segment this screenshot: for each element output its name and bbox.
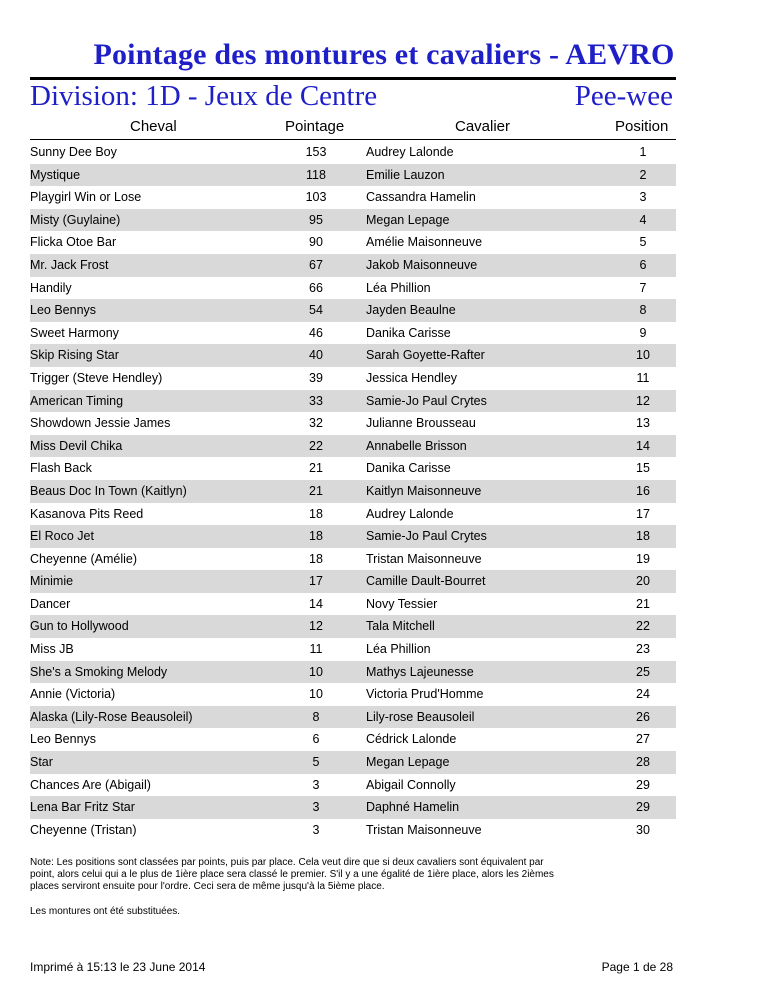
table-row xyxy=(30,751,676,774)
cell-horse: Misty (Guylaine) xyxy=(30,212,121,227)
cell-score: 10 xyxy=(309,687,323,702)
level-label: Pee-wee xyxy=(574,80,673,112)
cell-rider: Léa Phillion xyxy=(366,280,431,295)
cell-position: 4 xyxy=(639,212,647,227)
cell-rider: Audrey Lalonde xyxy=(366,145,454,159)
cell-score: 103 xyxy=(305,190,327,205)
cell-horse: Sweet Harmony xyxy=(30,325,119,340)
cell-horse: Chances Are (Abigail) xyxy=(30,777,151,792)
cell-rider: Abigail Connolly xyxy=(366,777,456,792)
cell-rider: Tala Mitchell xyxy=(366,619,435,634)
cell-position: 7 xyxy=(639,280,647,295)
cell-rider: Victoria Prud'Homme xyxy=(366,687,484,702)
cell-position: 29 xyxy=(636,777,650,792)
cell-position: 20 xyxy=(636,574,650,589)
cell-score: 10 xyxy=(309,664,323,679)
table-row xyxy=(30,412,676,435)
cell-score: 5 xyxy=(312,755,320,770)
table-row xyxy=(30,661,676,684)
cell-position: 28 xyxy=(636,755,650,770)
cell-position: 21 xyxy=(636,596,650,611)
cell-position: 26 xyxy=(636,709,650,724)
cell-rider: Tristan Maisonneuve xyxy=(366,551,482,566)
cell-score: 32 xyxy=(309,416,323,431)
standings-table xyxy=(30,116,676,837)
cell-rider: Samie-Jo Paul Crytes xyxy=(366,529,487,544)
cell-position: 13 xyxy=(636,416,650,431)
cell-horse: American Timing xyxy=(30,393,124,408)
cell-rider: Annabelle Brisson xyxy=(366,438,467,453)
cell-position: 25 xyxy=(636,664,650,679)
page-number: Page 1 de 28 xyxy=(601,960,673,974)
cell-position: 10 xyxy=(636,348,650,363)
cell-score: 12 xyxy=(309,619,323,634)
cell-score: 8 xyxy=(312,709,320,724)
cell-rider: Cédrick Lalonde xyxy=(366,732,457,747)
cell-score: 18 xyxy=(309,529,323,544)
table-row xyxy=(30,525,676,548)
cell-horse: Showdown Jessie James xyxy=(30,416,171,431)
cell-horse: Flicka Otoe Bar xyxy=(30,235,117,250)
cell-rider: Léa Phillion xyxy=(366,642,431,657)
table-row xyxy=(30,231,676,254)
cell-horse: She's a Smoking Melody xyxy=(30,664,168,679)
cell-score: 22 xyxy=(309,438,323,453)
cell-position: 19 xyxy=(636,551,650,566)
cell-rider: Novy Tessier xyxy=(366,596,438,611)
ranking-note: Note: Les positions sont classées par points, puis par place. Cela veut dire que si deux cavaliers sont équivalent par point, alors celui qui a le plus de 1ière place sera classé le premier. S'il y a une égalité de 1ière place, alors les 2ièmes places serviront ensuite pour l'ordre. Ceci sera de même jusqu'à la 5ième place. xyxy=(30,857,554,892)
cell-horse: Miss Devil Chika xyxy=(30,438,123,453)
cell-horse: Beaus Doc In Town (Kaitlyn) xyxy=(30,483,187,498)
cell-horse: El Roco Jet xyxy=(30,529,94,544)
table-row xyxy=(30,480,676,503)
cell-position: 18 xyxy=(636,529,650,544)
cell-rider: Samie-Jo Paul Crytes xyxy=(366,393,487,408)
cell-rider: Danika Carisse xyxy=(366,325,451,340)
cell-horse: Cheyenne (Amélie) xyxy=(30,551,137,566)
table-row xyxy=(30,209,676,232)
cell-position: 9 xyxy=(639,325,647,340)
cell-rider: Jakob Maisonneuve xyxy=(366,257,478,272)
cell-horse: Leo Bennys xyxy=(30,303,97,318)
table-row xyxy=(30,344,676,367)
cell-position: 11 xyxy=(636,370,650,385)
printed-timestamp: Imprimé à 15:13 le 23 June 2014 xyxy=(30,960,206,974)
cell-position: 15 xyxy=(636,461,650,476)
cell-score: 33 xyxy=(309,393,323,408)
cell-horse: Lena Bar Fritz Star xyxy=(30,800,135,815)
table-row xyxy=(30,774,676,797)
table-body xyxy=(30,141,676,841)
cell-score: 39 xyxy=(309,370,323,385)
column-header-rider: Cavalier xyxy=(455,118,511,135)
cell-horse: Leo Bennys xyxy=(30,732,97,747)
division-label: Division: 1D - Jeux de Centre xyxy=(30,80,378,112)
cell-score: 11 xyxy=(309,642,323,657)
table-row xyxy=(30,435,676,458)
cell-rider: Audrey Lalonde xyxy=(366,506,454,521)
cell-horse: Flash Back xyxy=(30,461,92,476)
cell-position: 30 xyxy=(636,822,650,837)
cell-rider: Mathys Lajeunesse xyxy=(366,664,474,679)
cell-rider: Danika Carisse xyxy=(366,461,451,476)
cell-position: 12 xyxy=(636,393,650,408)
cell-rider: Camille Dault-Bourret xyxy=(366,574,486,589)
cell-rider: Amélie Maisonneuve xyxy=(366,235,483,250)
table-row xyxy=(30,457,676,480)
cell-score: 17 xyxy=(309,574,323,589)
column-header-score: Pointage xyxy=(285,118,345,135)
cell-horse: Miss JB xyxy=(30,642,74,657)
cell-score: 46 xyxy=(309,325,323,340)
cell-position: 2 xyxy=(639,167,647,182)
cell-rider: Cassandra Hamelin xyxy=(366,190,476,205)
cell-score: 67 xyxy=(309,257,323,272)
cell-score: 40 xyxy=(309,348,323,363)
cell-horse: Annie (Victoria) xyxy=(30,687,116,702)
cell-horse: Alaska (Lily-Rose Beausoleil) xyxy=(30,709,193,724)
cell-horse: Kasanova Pits Reed xyxy=(30,506,144,521)
cell-rider: Jessica Hendley xyxy=(366,370,458,385)
cell-rider: Tristan Maisonneuve xyxy=(366,822,482,837)
cell-position: 17 xyxy=(636,506,650,521)
cell-horse: Mr. Jack Frost xyxy=(30,257,109,272)
cell-score: 18 xyxy=(309,551,323,566)
table-row xyxy=(30,819,676,842)
cell-score: 14 xyxy=(309,596,323,611)
report-title: Pointage des montures et cavaliers - AEVRO xyxy=(93,38,675,71)
cell-horse: Mystique xyxy=(30,167,81,182)
cell-score: 3 xyxy=(312,777,320,792)
cell-horse: Sunny Dee Boy xyxy=(30,145,117,159)
table-row xyxy=(30,277,676,300)
table-row xyxy=(30,299,676,322)
cell-rider: Julianne Brousseau xyxy=(366,416,476,431)
cell-score: 18 xyxy=(309,506,323,521)
cell-horse: Dancer xyxy=(30,596,71,611)
cell-horse: Handily xyxy=(30,280,72,295)
table-row xyxy=(30,254,676,277)
cell-score: 6 xyxy=(312,732,320,747)
header-divider xyxy=(30,139,676,140)
cell-score: 21 xyxy=(309,483,323,498)
cell-rider: Sarah Goyette-Rafter xyxy=(366,348,485,363)
cell-position: 14 xyxy=(636,438,650,453)
cell-position: 16 xyxy=(636,483,650,498)
table-row xyxy=(30,570,676,593)
cell-score: 95 xyxy=(309,212,323,227)
cell-position: 3 xyxy=(639,190,647,205)
cell-horse: Playgirl Win or Lose xyxy=(30,190,142,205)
table-row xyxy=(30,548,676,571)
table-row xyxy=(30,164,676,187)
table-row xyxy=(30,141,676,164)
cell-position: 6 xyxy=(639,257,647,272)
cell-position: 1 xyxy=(639,145,647,159)
cell-position: 5 xyxy=(639,235,647,250)
cell-score: 66 xyxy=(309,280,323,295)
cell-horse: Skip Rising Star xyxy=(30,348,119,363)
cell-position: 23 xyxy=(636,642,650,657)
table-row xyxy=(30,390,676,413)
table-row xyxy=(30,706,676,729)
cell-rider: Megan Lepage xyxy=(366,212,450,227)
column-header-horse: Cheval xyxy=(130,118,177,135)
cell-rider: Daphné Hamelin xyxy=(366,800,460,815)
cell-position: 29 xyxy=(636,800,650,815)
cell-position: 24 xyxy=(636,687,650,702)
table-header xyxy=(30,116,676,139)
table-row xyxy=(30,683,676,706)
cell-position: 22 xyxy=(636,619,650,634)
cell-rider: Kaitlyn Maisonneuve xyxy=(366,483,482,498)
cell-score: 3 xyxy=(312,800,320,815)
table-row xyxy=(30,593,676,616)
cell-position: 8 xyxy=(639,303,647,318)
table-row xyxy=(30,503,676,526)
cell-position: 27 xyxy=(636,732,650,747)
cell-horse: Minimie xyxy=(30,574,74,589)
column-header-position: Position xyxy=(615,118,669,135)
cell-score: 54 xyxy=(309,303,323,318)
cell-rider: Jayden Beaulne xyxy=(366,303,456,318)
cell-horse: Trigger (Steve Hendley) xyxy=(30,370,163,385)
table-row xyxy=(30,367,676,390)
cell-score: 153 xyxy=(305,145,327,159)
table-row xyxy=(30,186,676,209)
cell-horse: Star xyxy=(30,755,53,770)
cell-horse: Gun to Hollywood xyxy=(30,619,129,634)
table-row xyxy=(30,322,676,345)
cell-rider: Lily-rose Beausoleil xyxy=(366,709,475,724)
table-row xyxy=(30,638,676,661)
cell-rider: Megan Lepage xyxy=(366,755,450,770)
cell-score: 3 xyxy=(312,822,320,837)
table-row xyxy=(30,728,676,751)
cell-score: 118 xyxy=(306,167,326,182)
table-row xyxy=(30,615,676,638)
cell-horse: Cheyenne (Tristan) xyxy=(30,822,137,837)
cell-score: 90 xyxy=(309,235,323,250)
table-row xyxy=(30,796,676,819)
substitution-note: Les montures ont été substituées. xyxy=(30,906,181,917)
cell-score: 21 xyxy=(309,461,323,476)
cell-rider: Emilie Lauzon xyxy=(366,167,445,182)
